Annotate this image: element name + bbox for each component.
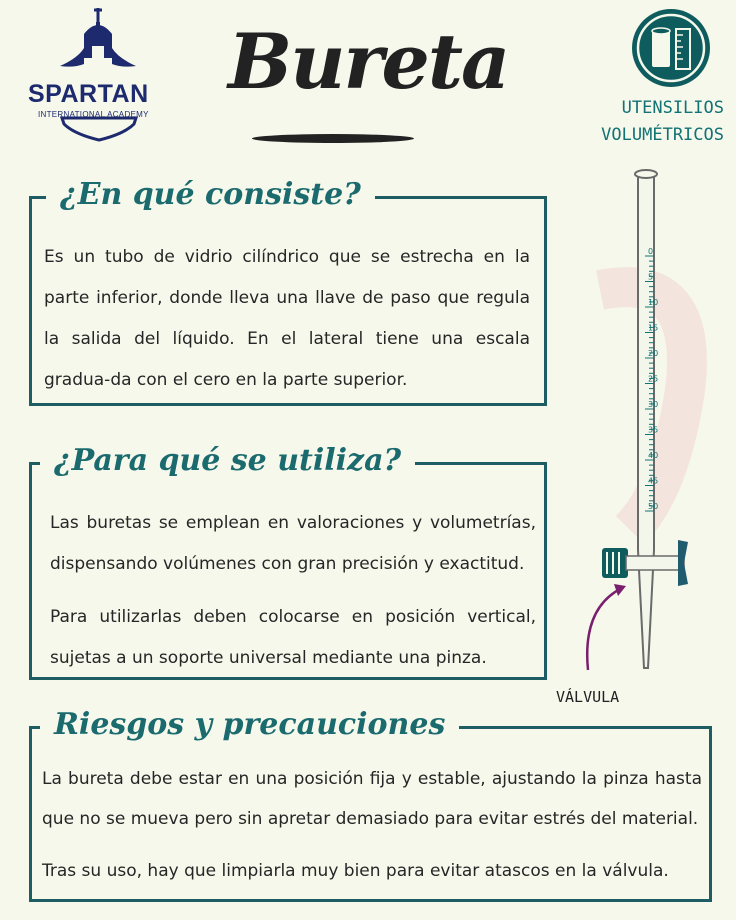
scale-label: 40 [648,451,659,460]
valve-label: VÁLVULA [556,688,620,706]
section-consiste-heading: ¿En qué consiste? [46,175,375,215]
section-utiliza [29,443,547,680]
logo-name: SPARTAN [28,80,149,108]
scale-label: 10 [648,298,659,307]
section-utiliza-text [50,503,536,679]
title-underline [252,134,414,143]
scale-label: 15 [648,323,659,333]
scale-label: 45 [648,476,659,486]
section-consiste [29,177,547,406]
section-utiliza-heading: ¿Para qué se utiliza? [40,441,415,481]
section-riesgos [29,707,712,902]
section-consiste-paragraph: Es un tubo de vidrio cilíndrico que se estrecha en la parte inferior, donde lleva una llave de paso que regula la salida del líquido. En el lateral tiene una escala gradua-da con el cero en la parte superior. [44,247,530,390]
section-utiliza-paragraph-2: Para utilizarlas deben colocarse en posición vertical, sujetas a un soporte universal mediante una pinza. [50,607,536,668]
scale-label: 20 [648,349,659,358]
scale-label: 5 [648,272,654,282]
section-riesgos-paragraph-2: Tras su uso, hay que limpiarla muy bien para evitar atascos en la válvula. [42,861,669,881]
scale-label: 25 [648,374,659,384]
scale-label: 0 [648,247,654,256]
page-title: Bureta [228,17,509,106]
category-line-1: UTENSILIOS [621,98,724,118]
section-utiliza-paragraph-1: Las buretas se emplean en valoraciones y volumetrías, dispensando volúmenes con gran precisión y exactitud. [50,513,536,574]
logo-subtitle: INTERNATIONAL ACADEMY [38,110,149,119]
section-riesgos-paragraph-1: La bureta debe estar en una posición fija y estable, ajustando la pinza hasta que no se mueva pero sin apretar demasiado para evitar estrés del material. [42,769,702,829]
section-riesgos-text [42,759,702,891]
section-consiste-text [44,237,530,401]
burette-illustration [560,160,730,690]
spartan-helmet-icon [24,6,174,146]
scale-label: 30 [648,400,659,409]
academy-logo [24,6,174,146]
scale-label: 35 [648,425,659,435]
category-line-2: VOLUMÉTRICOS [601,125,724,145]
scale-label: 50 [648,502,659,511]
category-label [574,95,724,149]
graduated-cylinder-icon [632,9,710,87]
section-riesgos-heading: Riesgos y precauciones [40,705,459,745]
